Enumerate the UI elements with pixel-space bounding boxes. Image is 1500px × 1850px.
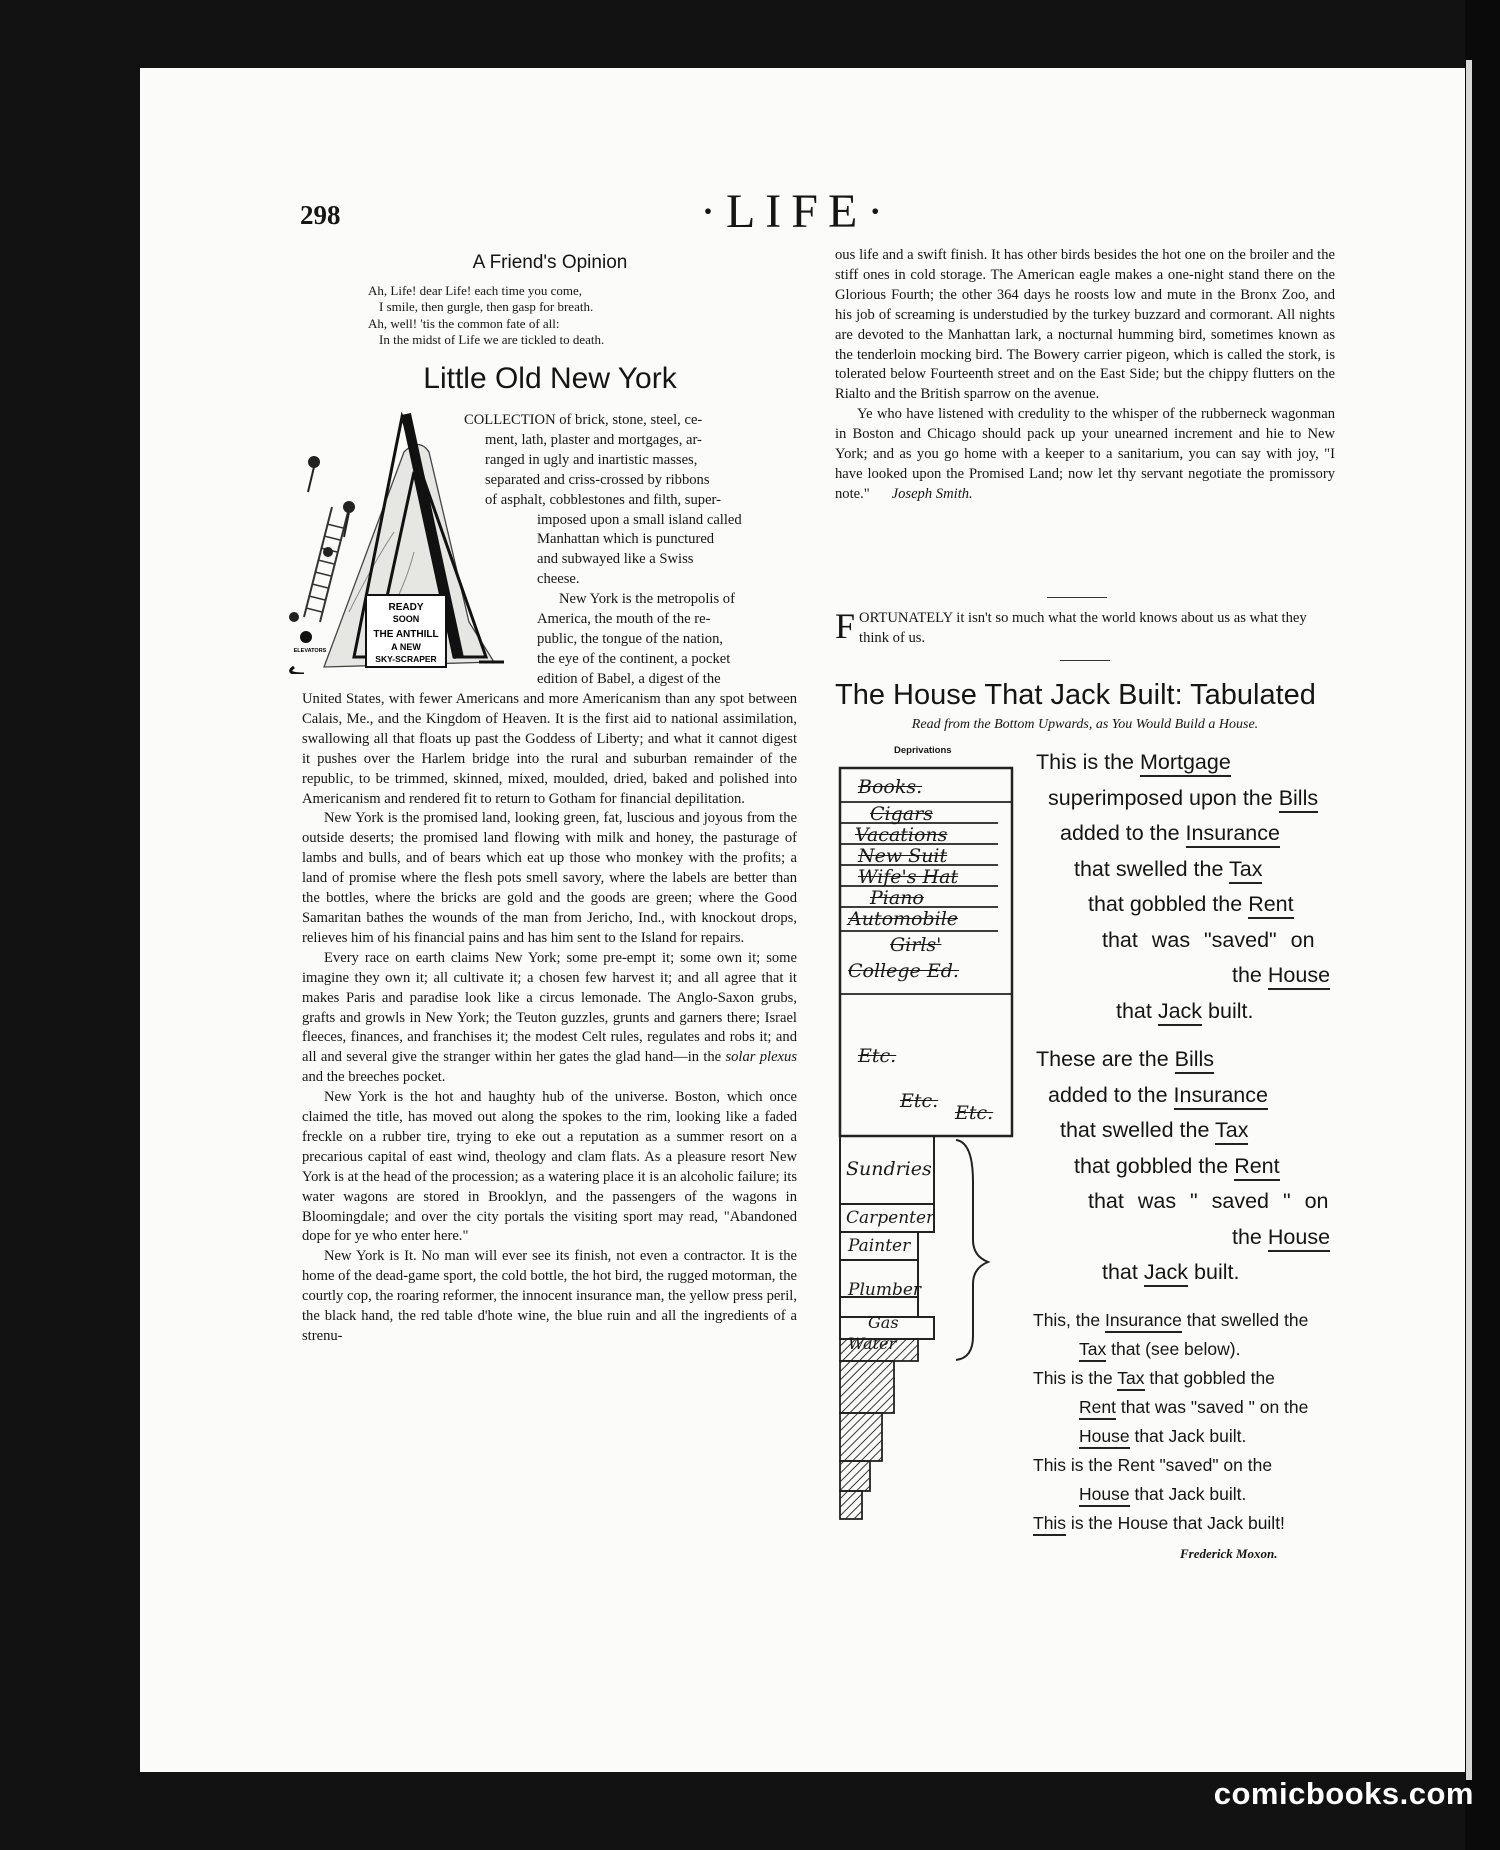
verse-insurance: [1033, 1306, 1338, 1538]
text-line: New York is the metropolis of: [559, 591, 735, 608]
page-number: 298: [300, 200, 341, 230]
verse-mortgage: [1036, 745, 1330, 1029]
text-line: Manhattan which is punctured: [537, 531, 715, 548]
signature: Joseph Smith.: [891, 485, 973, 502]
elevators-label: ELEVATORS: [293, 648, 327, 654]
text-line: edition of Babel, a digest of the: [537, 670, 721, 687]
item-etc-2: Etc.: [900, 1090, 939, 1112]
item-water: Water: [848, 1334, 897, 1353]
verse-line: that Jack built.: [1036, 1255, 1330, 1291]
verse-line: that was " saved " on: [1088, 1189, 1329, 1213]
item-books: Books.: [858, 776, 923, 798]
verse-line: This is the Rent "saved" on the: [1033, 1455, 1273, 1475]
item-automobile: Automobile: [848, 908, 959, 930]
author-signature: Frederick Moxon.: [1180, 1546, 1278, 1561]
item-new-suit: New Suit: [858, 845, 948, 867]
poem-line: Ah, Life! dear Life! each time you come,: [368, 283, 583, 298]
verse-line: that gobbled the Rent: [1036, 887, 1330, 923]
article-right-column: [835, 246, 1335, 505]
item-etc-3: Etc.: [955, 1102, 994, 1124]
watermark: comicbooks.com: [1213, 1776, 1474, 1811]
verse-line: Tax that (see below).: [1033, 1335, 1338, 1364]
text-line: separated and criss-crossed by ribbons: [485, 471, 710, 488]
text-line: ranged in ugly and inartistic masses,: [485, 451, 698, 468]
sign-skyscraper: SKY-SCRAPER: [375, 654, 437, 664]
verse-line: This is the Mortgage: [1036, 745, 1330, 781]
item-cigars: Cigars: [870, 803, 933, 825]
verse-bills: [1036, 1042, 1330, 1291]
verse-line: superimposed upon the Bills: [1036, 781, 1330, 817]
house-subtitle: Read from the Bottom Upwards, as You Would Build a House.: [911, 717, 1259, 732]
text-line: America, the mouth of the re-: [537, 611, 711, 628]
verse-line: These are the Bills: [1036, 1042, 1330, 1078]
initial-letter: F: [835, 606, 856, 646]
page-edge-strip: [1466, 60, 1472, 1780]
article-title: Little Old New York: [423, 362, 677, 395]
item-plumber: Plumber: [848, 1280, 922, 1300]
poem-title: A Friend's Opinion: [472, 252, 628, 273]
verse-line: House that Jack built.: [1033, 1422, 1338, 1451]
verse-line: This is the Tax that gobbled the: [1033, 1364, 1338, 1393]
masthead: ·LIFE·: [700, 185, 894, 238]
verse-line: that swelled the Tax: [1036, 1113, 1330, 1149]
sign-ready: READY: [388, 602, 424, 613]
divider: [1060, 660, 1110, 661]
item-carpenter: Carpenter: [846, 1208, 935, 1228]
paragraph: ous life and a swift finish. It has other birds besides the hot one on the broiler and the stiff ones in cold storage. The American eagle makes a one-night stand there on the Glorious Fourth; the other 364 days he roosts low and mute in the Bronx Zoo, and his job of screaming is understudied by the turkey buzzard and cormorant. All nights are devoted to the Manhattan lark, a nocturnal humming bird, sometimes known as the tenderloin mocking bird. The Bowery carrier pigeon, which is called the stork, is tolerated below Fourteenth street and on the East Side; but the chippy flutters on the Rialto and the British sparrow on the avenue.: [835, 247, 1335, 403]
paragraph: Every race on earth claims New York; some pre-empt it; some own it; some imagine they own it; all cultivate it; a chosen few harvest it; and all agree that it makes Paris and paradise look like a circus lemonade. The Anglo-Saxon grubs, grafts and growls in New York; the Teuton guzzles, grunts and garners there; Israel fleeces, finances, and franchises it; the modest Celt rules, regulates and robs it; and all and several give the stranger within her gates the glad hand—in the solar plexus and the breeches pocket.: [302, 949, 797, 1086]
paragraph: Ye who have listened with credulity to the whisper of the rubberneck wagonman in Boston and Chicago should pack up your unearned increment and hie to New York; and as you go home with a keeper to a sanitarium, you can say with joy, "I have looked upon the Promised Land; now let thy servant negotiate the promissory note." Joseph Smith.: [835, 406, 1335, 502]
item-vacations: Vacations: [855, 824, 948, 846]
article-intro-narrow: [462, 411, 797, 690]
item-gas: Gas: [868, 1313, 899, 1332]
paragraph: New York is the promised land, looking green, fat, luscious and joyous from the outside deserts; the promised land flowing with milk and honey, the pasturage of lambs and bulls, and of bears which eat up those who monkey with the profits; a land of promise where the flesh pots smell savory, where the labels are better than the bottles, where the bricks are gold and the goods are green; where the Good Samaritan bathes the wounds of the man from Jericho, Ind., with knockout drops, relieves him of his financial pains and has him sent to the Island for repairs.: [302, 810, 797, 946]
verse-line: This, the Insurance that swelled the: [1033, 1306, 1338, 1335]
text-line: ment, lath, plaster and mortgages, ar-: [485, 431, 702, 448]
sign-a-new: A NEW: [391, 642, 421, 652]
item-painter: Painter: [848, 1236, 911, 1256]
verse-line: that gobbled the Rent: [1036, 1149, 1330, 1185]
item-etc-1: Etc.: [858, 1045, 897, 1067]
item-college-ed: College Ed.: [848, 960, 959, 982]
text-line: cheese.: [537, 571, 580, 588]
house-title: The House That Jack Built: Tabulated: [835, 679, 1316, 711]
fortunately-paragraph: FORTUNATELY it isn't so much what the world knows about us as what they think of us.: [835, 606, 1307, 646]
sign-anthill: THE ANTHILL: [373, 629, 439, 640]
verse-line: House that Jack built.: [1033, 1480, 1338, 1509]
article-left-column: [302, 690, 797, 1347]
verse-line: Rent that was "saved " on the: [1033, 1393, 1338, 1422]
verse-line: This is the House that Jack built!: [1033, 1509, 1338, 1538]
verse-line: the House: [1036, 958, 1330, 994]
verse-line: added to the Insurance: [1036, 1078, 1330, 1114]
item-sundries: Sundries: [846, 1158, 932, 1180]
poem-line: Ah, well! 'tis the common fate of all:: [368, 315, 560, 331]
divider: [1047, 597, 1107, 598]
paragraph: United States, with fewer Americans and more Americanism than any spot between Calais, Me., and the Kingdom of Heaven. It is the first aid to national assimilation, swallowing all that floats up past the Goddess of Liberty; and what it cannot digest it pushes over the Harlem bridge into the rural and suburban remainder of the republic, to be trimmed, skinned, mixed, moulded, dried, baked and polished into Americanism and rendered fit to return to Gotham for financial depilitation.: [302, 691, 797, 807]
item-piano: Piano: [870, 887, 924, 909]
paragraph: New York is the hot and haughty hub of the universe. Boston, which once claimed the title, has moved out along the spokes to the rim, looking like a faded freckle on a rubber tire, trying to eke out a reputation as a summer resort on a precarious capital of east wind, theology and clam flats. As a pleasure resort New York is at the head of the procession; as a watering place it is an alcoholic failure; its water wagons are stored in Brooklyn, and the passengers of the wagons in Bloomingdale; and over the city portals the visiting sport may read, "Abandoned dope for ye who enter here.": [302, 1089, 797, 1245]
verse-line: added to the Insurance: [1036, 816, 1330, 852]
item-wifes-hat: Wife's Hat: [858, 866, 959, 888]
text-line: imposed upon a small island called: [537, 511, 742, 528]
paragraph: New York is It. No man will ever see its finish, not even a contractor. It is the home of the dead-game sport, the cold bottle, the hot bird, the rugged motorman, the courtly cop, the roaring reformer, the innocent insurance man, the yellow press peril, the black hand, the red table d'hote wine, the blue ruin and all the ingredients of a strenu-: [302, 1248, 797, 1344]
poem-line: In the midst of Life we are tickled to death.: [379, 332, 605, 348]
verse-line: that was "saved" on: [1102, 927, 1315, 952]
deprivations-label: Deprivations: [894, 745, 952, 756]
text-line: public, the tongue of the nation,: [537, 630, 724, 647]
text-line: COLLECTION of brick, stone, steel, ce-: [464, 412, 703, 428]
item-girls: Girls': [890, 934, 942, 956]
text-line: of asphalt, cobblestones and filth, super-: [485, 491, 721, 508]
verse-line: the House: [1036, 1220, 1330, 1256]
poem: [368, 283, 604, 349]
verse-line: that swelled the Tax: [1036, 852, 1330, 888]
text-line: the eye of the continent, a pocket: [537, 650, 731, 667]
poem-line: I smile, then gurgle, then gasp for breath.: [379, 299, 594, 315]
text-line: and subwayed like a Swiss: [537, 551, 694, 568]
verse-line: that Jack built.: [1036, 994, 1330, 1030]
sign-soon: SOON: [392, 614, 420, 624]
